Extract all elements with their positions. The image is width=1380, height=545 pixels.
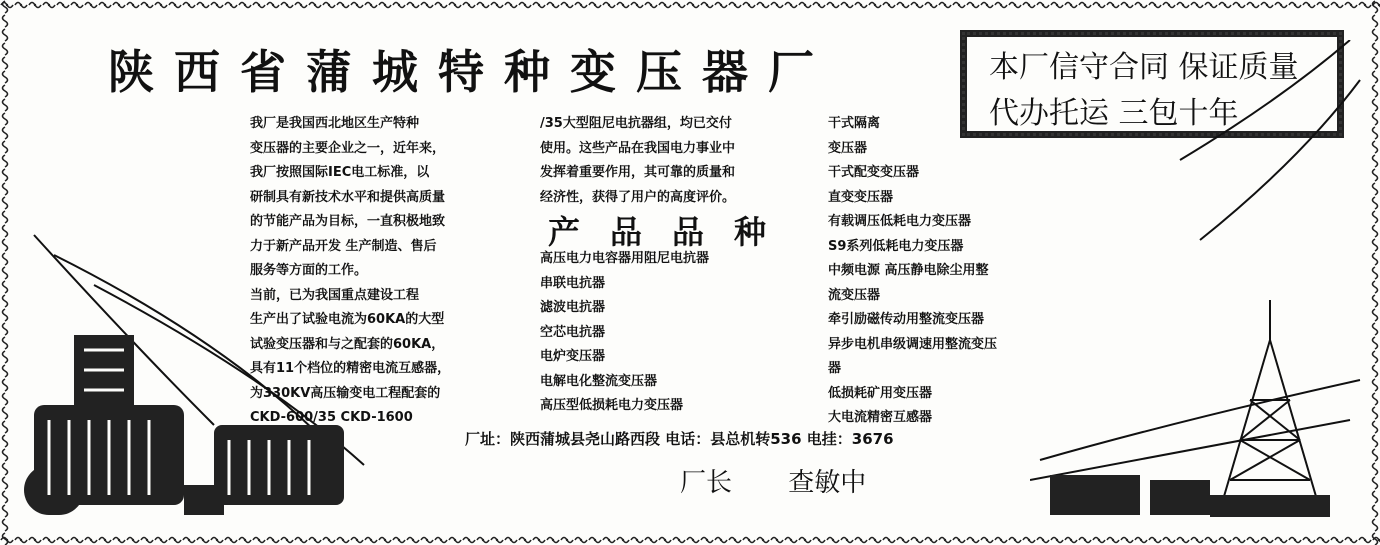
product-item: 高压电力电容器用阻尼电抗器 xyxy=(540,251,710,266)
left-border-ornament xyxy=(0,0,10,545)
director-signature xyxy=(680,462,914,499)
product-item: 直变变压器 xyxy=(828,189,894,205)
product-item: 牵引励磁传动用整流变压器 xyxy=(828,312,985,327)
pledge-line-2: 代办托运 三包十年 xyxy=(989,96,1239,131)
product-item: 低损耗矿用变压器 xyxy=(828,385,933,401)
intro-line: 具有11个档位的精密电流互感器， xyxy=(250,361,451,376)
intro-line: 服务等方面的工作。 xyxy=(250,263,368,278)
director-name: 查敏中 xyxy=(788,468,867,498)
company-title: 陕西省蒲城特种变压器厂 xyxy=(108,45,834,99)
products-list-1 xyxy=(540,247,709,419)
right-border-ornament xyxy=(1370,0,1380,545)
product-item: 变压器 xyxy=(828,140,868,156)
product-item: 有载调压低耗电力变压器 xyxy=(828,214,972,229)
intro-line: 为330KV高压输变电工程配套的 xyxy=(250,385,441,401)
product-item: 串联电抗器 xyxy=(540,275,606,291)
intro-line: 经济性，获得了用户的高度评价。 xyxy=(540,189,736,205)
pledge-line-1: 本厂信守合同 保证质量 xyxy=(989,50,1299,85)
intro-line: 变压器的主要企业之一，近年来， xyxy=(250,140,446,156)
product-item: 器 xyxy=(828,361,842,376)
product-item: 中频电源 高压静电除尘用整 xyxy=(828,263,989,278)
product-item: 滤波电抗器 xyxy=(540,300,606,315)
product-item: S9系列低耗电力变压器 xyxy=(828,238,964,254)
intro-line: 当前，已为我国重点建设工程 xyxy=(250,287,420,303)
director-title: 厂长 xyxy=(680,468,733,498)
intro-line: 力于新产品开发 生产制造、售后 xyxy=(250,238,437,254)
product-item: 大电流精密互感器 xyxy=(828,410,933,425)
product-item: 高压型低损耗电力变压器 xyxy=(540,398,684,413)
intro-line: 我厂是我国西北地区生产特种 xyxy=(250,116,420,131)
product-item: 流变压器 xyxy=(828,287,881,303)
intro-column-2 xyxy=(540,112,830,210)
intro-line: /35大型阻尼电抗器组，均已交付 xyxy=(540,116,732,131)
transmission-tower-illustration xyxy=(1030,40,1365,525)
intro-line: 发挥着重要作用，其可靠的质量和 xyxy=(540,165,736,180)
intro-line: 我厂按照国际IEC电工标准，以 xyxy=(250,165,430,180)
intro-line: 的节能产品为目标，一直积极地致 xyxy=(250,214,446,229)
intro-line: 生产出了试验电流为60KA的大型 xyxy=(250,312,445,327)
top-border-ornament xyxy=(0,0,1380,10)
product-item: 空芯电抗器 xyxy=(540,324,606,340)
products-heading: 产品品种 xyxy=(548,213,797,251)
intro-line: 使用。这些产品在我国电力事业中 xyxy=(540,140,736,156)
intro-line: 试验变压器和与之配套的60KA， xyxy=(250,336,445,352)
intro-line: 研制具有新技术水平和提供高质量 xyxy=(250,189,446,205)
product-item: 干式配变变压器 xyxy=(828,165,920,180)
intro-line: CKD-600/35 CKD-1600 xyxy=(250,410,413,425)
product-item: 异步电机串级调速用整流变压 xyxy=(828,336,998,352)
transformer-equipment-illustration xyxy=(14,225,384,525)
product-item: 电炉变压器 xyxy=(540,349,606,364)
contact-address: 厂址：陕西蒲城县尧山路西段 电话：县总机转536 电挂：3676 xyxy=(465,430,894,448)
product-item: 干式隔离 xyxy=(828,116,881,131)
bottom-border-ornament xyxy=(0,535,1380,545)
product-item: 电解电化整流变压器 xyxy=(540,373,658,389)
